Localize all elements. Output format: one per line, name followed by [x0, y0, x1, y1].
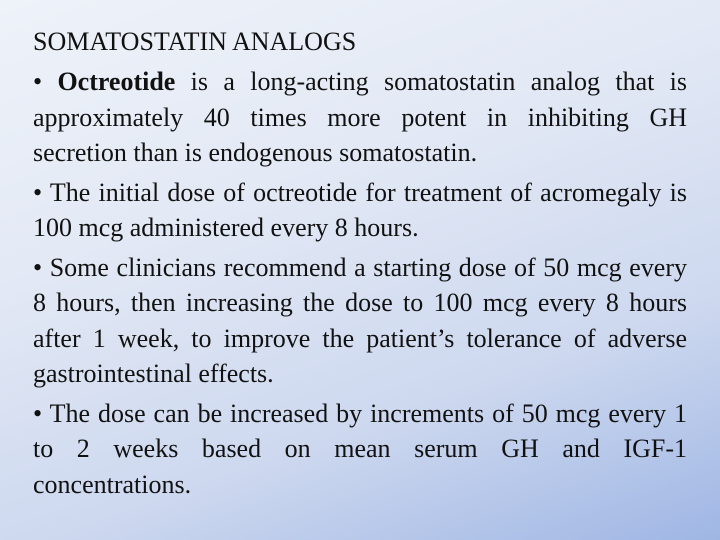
slide-content [33, 22, 687, 506]
paragraph-1-text: is a long-acting somatostatin analog that is approximately 40 times more potent in inhibiting GH secretion than is endogenous somatostatin. [33, 67, 688, 167]
bullet-paragraph-4 [33, 396, 687, 503]
paragraph-4-text: The dose can be increased by increments of 50 mcg every 1 to 2 weeks based on mean serum GH and IGF-1 concentrations. [33, 398, 688, 499]
paragraph-3-text: Some clinicians recommend a starting dose of 50 mcg every 8 hours, then increasing the dose to 100 mcg every 8 hours after 1 week, to improve the patient’s tolerance of adverse gastrointestinal effects. [33, 252, 688, 388]
slide-title: SOMATOSTATIN ANALOGS [33, 27, 357, 56]
paragraph-2-text: The initial dose of octreotide for treatment of acromegaly is 100 mcg administered every 8 hours. [33, 177, 688, 242]
drug-name-bold: Octreotide [57, 67, 176, 96]
bullet-paragraph-1 [33, 64, 687, 171]
bullet-marker: • [33, 398, 43, 428]
bullet-marker: • [33, 67, 43, 96]
bullet-paragraph-3 [33, 250, 687, 392]
bullet-paragraph-2 [33, 175, 687, 246]
bullet-marker: • [33, 252, 43, 282]
bullet-marker: • [33, 177, 43, 207]
